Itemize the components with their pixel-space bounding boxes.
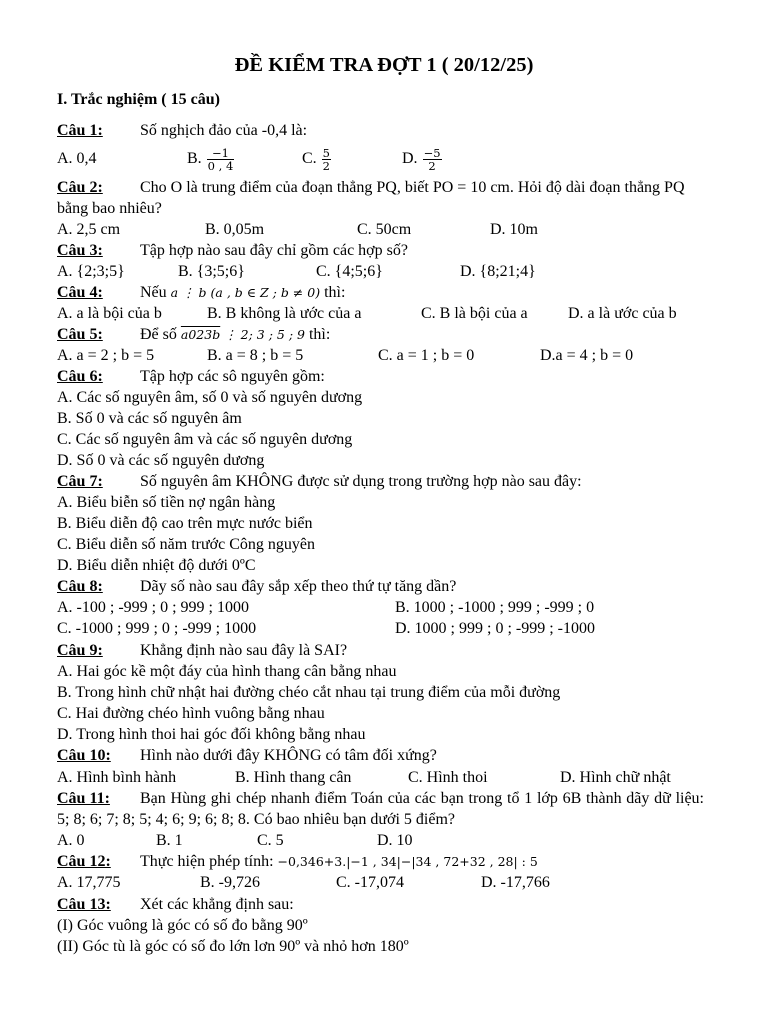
option-b: B. Biểu diễn độ cao trên mực nước biển xyxy=(57,515,313,532)
question-1 xyxy=(57,120,704,141)
option-c: C. Các số nguyên âm và các số nguyên dương xyxy=(57,431,353,448)
fraction: $\frac{5}{2}$ xyxy=(322,145,330,173)
option-d: D. Hình chữ nhật xyxy=(560,769,671,786)
option-c: C. -17,074 xyxy=(336,874,404,891)
option-b: B. {3;5;6} xyxy=(178,263,245,280)
question-7-text: Số nguyên âm KHÔNG được sử dụng trong trường hợp nào sau đây: xyxy=(140,473,582,490)
math-expression: −0,346+3.|−1 , 34|−|34 , 72+32 , 28| : 5 xyxy=(277,854,538,869)
option-a: A. {2;3;5} xyxy=(57,263,125,280)
statement-2: (II) Góc tù là góc có số đo lớn lơn 90º và nhỏ hơn 180º xyxy=(57,938,409,955)
option-a: A. 0 xyxy=(57,832,85,849)
option-b: B. Hình thang cân xyxy=(235,769,352,786)
option-a: A. Biểu biễn số tiền nợ ngân hàng xyxy=(57,494,276,511)
option-b: B. Số 0 và các số nguyên âm xyxy=(57,410,242,427)
question-12: Câu 12: Thực hiện phép tính: −0,346+3.|−1 , 34|−|34 , 72+32 , 28| : 5 xyxy=(57,853,538,870)
question-3 xyxy=(57,240,704,261)
option-c: C. a = 1 ; b = 0 xyxy=(378,347,475,364)
option-c: C. 50cm xyxy=(357,221,412,238)
question-12-label: Câu 12: xyxy=(57,853,111,870)
option-c: C. {4;5;6} xyxy=(316,263,383,280)
fraction: $\frac{-1}{0 , 4}$ xyxy=(207,145,234,173)
question-12-options xyxy=(57,872,704,893)
statement-1: (I) Góc vuông là góc có số đo bằng 90º xyxy=(57,917,308,934)
option-a: A. Các số nguyên âm, số 0 và số nguyên dương xyxy=(57,389,363,406)
option-c: C. Biểu diễn số năm trước Công nguyên xyxy=(57,536,315,553)
question-2-options xyxy=(57,219,704,240)
option-a: A. 2,5 cm xyxy=(57,221,121,238)
question-3-text: Tập hợp nào sau đây chỉ gồm các hợp số? xyxy=(140,242,408,259)
option-b: B. a = 8 ; b = 5 xyxy=(207,347,304,364)
question-11-text: Bạn Hùng ghi chép nhanh điểm Toán của các bạn trong tổ 1 lớp 6B thành dãy dữ liệu: 5; 8; 6; 7; 8; 5; 4; 6; 9; 6; 8; 8. Có bao nhiêu bạn dưới 5 điểm? xyxy=(57,790,704,828)
option-c: C. Hai đường chéo hình vuông bằng nhau xyxy=(57,705,325,722)
option-d: D. a là ước của b xyxy=(568,305,677,322)
question-11 xyxy=(57,788,704,830)
option-b: B. -9,726 xyxy=(200,874,260,891)
question-8-options-row-1 xyxy=(57,597,704,618)
option-b: B. 1000 ; -1000 ; 999 ; -999 ; 0 xyxy=(395,599,595,616)
section-heading: I. Trắc nghiệm ( 15 câu) xyxy=(57,91,220,108)
question-8-text: Dãy số nào sau đây sắp xếp theo thứ tự tăng dần? xyxy=(140,578,457,595)
option-a: A. a là bội của b xyxy=(57,305,162,322)
option-c: C. B là bội của a xyxy=(421,305,528,322)
question-6-label: Câu 6: xyxy=(57,368,103,385)
question-6-text: Tập hợp các sô nguyên gồm: xyxy=(140,368,325,385)
option-a: A. 0,4 xyxy=(57,150,97,167)
math-expression: a ⋮ b (a , b ∈ Z ; b ≠ 0) xyxy=(170,285,321,300)
option-c: C. $\frac{5}{2}$ xyxy=(302,145,330,173)
question-9-text: Khẳng định nào sau đây là SAI? xyxy=(140,642,348,659)
question-3-label: Câu 3: xyxy=(57,242,103,259)
question-2-label: Câu 2: xyxy=(57,179,103,196)
question-10-options xyxy=(57,767,704,788)
question-2-text: Cho O là trung điểm của đoạn thẳng PQ, biết PO = 10 cm. Hỏi độ dài đoạn thẳng PQ bằng bao nhiêu? xyxy=(57,179,685,217)
question-13-label: Câu 13: xyxy=(57,896,111,913)
option-d: D. 10 xyxy=(377,832,413,849)
question-4-label: Câu 4: xyxy=(57,284,103,301)
option-d: D. Trong hình thoi hai góc đối không bằng nhau xyxy=(57,726,366,743)
option-a: A. 17,775 xyxy=(57,874,121,891)
option-d: D. $\frac{-5}{2}$ xyxy=(402,145,441,173)
option-c: C. -1000 ; 999 ; 0 ; -999 ; 1000 xyxy=(57,620,257,637)
question-13 xyxy=(57,894,704,915)
question-9-label: Câu 9: xyxy=(57,642,103,659)
option-a: A. a = 2 ; b = 5 xyxy=(57,347,155,364)
question-5-options xyxy=(57,345,704,366)
option-a: A. Hình bình hành xyxy=(57,769,177,786)
question-9 xyxy=(57,640,704,661)
question-6 xyxy=(57,366,704,387)
question-7 xyxy=(57,471,704,492)
question-4-options xyxy=(57,303,704,324)
math-expression: a023b ⋮ 2; 3 ; 5 ; 9 xyxy=(180,327,305,342)
option-c: C. 5 xyxy=(257,832,284,849)
question-4: Câu 4: Nếu a ⋮ b (a , b ∈ Z ; b ≠ 0) thì: xyxy=(57,284,346,301)
option-d: D.a = 4 ; b = 0 xyxy=(540,347,634,364)
exam-title: ĐỀ KIỂM TRA ĐỢT 1 ( 20/12/25) xyxy=(234,54,534,76)
question-3-options xyxy=(57,261,704,282)
option-d: D. Biểu diễn nhiệt độ dưới 0ºC xyxy=(57,557,256,574)
option-d: D. Số 0 và các số nguyên dương xyxy=(57,452,265,469)
question-11-label: Câu 11: xyxy=(57,790,110,807)
option-b: B. B không là ước của a xyxy=(207,305,362,322)
question-8-label: Câu 8: xyxy=(57,578,103,595)
question-1-options xyxy=(57,145,704,173)
question-8 xyxy=(57,576,704,597)
question-10 xyxy=(57,745,704,766)
option-a: A. -100 ; -999 ; 0 ; 999 ; 1000 xyxy=(57,599,249,616)
option-b: B. Trong hình chữ nhật hai đường chéo cắt nhau tại trung điểm của mỗi đường xyxy=(57,684,561,701)
question-10-text: Hình nào dưới đây KHÔNG có tâm đối xứng? xyxy=(140,747,437,764)
question-1-label: Câu 1: xyxy=(57,122,103,139)
option-a: A. Hai góc kề một đáy của hình thang cân bằng nhau xyxy=(57,663,397,680)
question-5-label: Câu 5: xyxy=(57,326,103,343)
question-5: Câu 5: Để số a023b ⋮ 2; 3 ; 5 ; 9 thì: xyxy=(57,326,331,343)
question-11-options xyxy=(57,830,704,851)
question-13-text: Xét các khẳng định sau: xyxy=(140,896,294,913)
question-2 xyxy=(57,177,704,219)
fraction: $\frac{-5}{2}$ xyxy=(423,145,441,173)
option-d: D. 1000 ; 999 ; 0 ; -999 ; -1000 xyxy=(395,620,595,637)
question-7-label: Câu 7: xyxy=(57,473,103,490)
question-1-text: Số nghịch đảo của -0,4 là: xyxy=(140,122,308,139)
option-b: B. $\frac{-1}{0 , 4}$ xyxy=(187,145,234,173)
option-b: B. 0,05m xyxy=(205,221,265,238)
option-d: D. {8;21;4} xyxy=(460,263,536,280)
option-b: B. 1 xyxy=(156,832,183,849)
question-10-label: Câu 10: xyxy=(57,747,111,764)
question-8-options-row-2 xyxy=(57,618,704,639)
option-d: D. -17,766 xyxy=(481,874,550,891)
option-d: D. 10m xyxy=(490,221,538,238)
option-c: C. Hình thoi xyxy=(408,769,488,786)
